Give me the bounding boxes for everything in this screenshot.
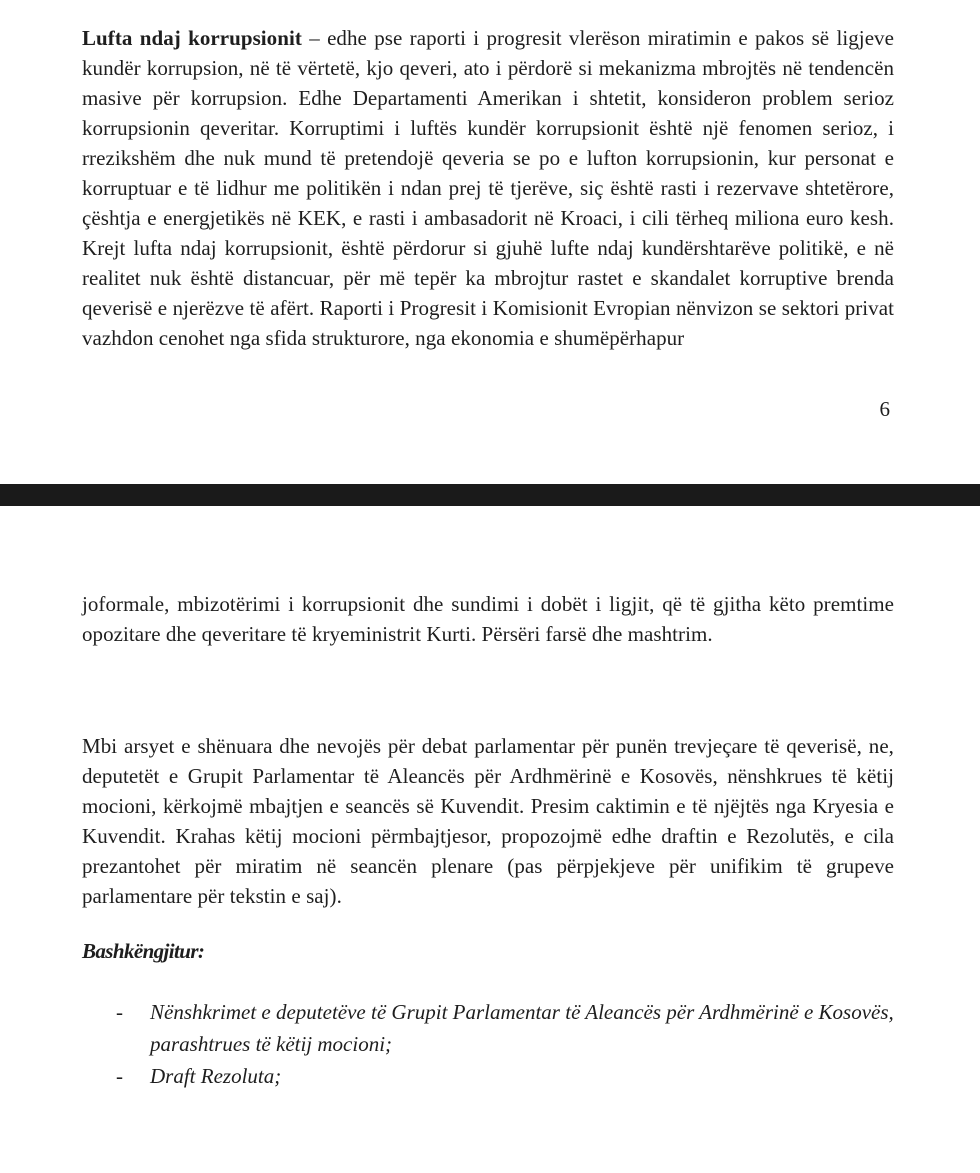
motion-paragraph: Mbi arsyet e shënuara dhe nevojës për debat parlamentar për punën trevjeçare të qeverisë, ne, deputetët e Grupit Parlamentar të Aleancës për Ardhmërinë e Kosovës, nënshkrues të këtij mocioni, kërkojmë mbajtjen e seancës së Kuvendit. Presim caktimin e të njëjtës nga Kryesia e Kuvendit. Krahas këtij mocioni përmbajtjesor, propozojmë edhe draftin e Rezolutës, e cila prezantohet për miratim në seancën plenare (pas përpjekjeve për unifikim të grupeve parlamentare për tekstin e saj). [82, 734, 894, 908]
bullet-dash: - [116, 1064, 123, 1088]
attachments-heading: Bashkëngjitur: [82, 939, 205, 963]
paragraph-body-text: – edhe pse raporti i progresit vlerëson miratimin e pakos së ligjeve kundër korrupsion, në të vërtetë, kjo qeveri, ato i përdorë si mekanizma mbrojtës në tendencën masive për korrupsion. Edhe Departamenti Amerikan i shtetit, konsideron problem serioz korrupsionin qeveritar. Korruptimi i luftës kundër korrupsionit është një fenomen serioz, i rrezikshëm dhe nuk mund të pretendojë qeveria se po e lufton korrupsionin, kur personat e korruptuar e të lidhur me politikën i ndan prej të tjerëve, siç është rasti i rezervave shtetërore, çështja e energjetikës në KEK, e rasti i ambasadorit në Kroaci, i cili tërheq miliona euro kesh. Krejt lufta ndaj korrupsionit, është përdorur si gjuhë lufte ndaj kundërshtarëve politikë, e në realitet nuk është distancuar, për më tepër ka mbrojtur rastet e skandalet korruptive brenda qeverisë e njerëzve të afërt. Raporti i Progresit i Komisionit Evropian nënvizon se sektori privat vazhdon cenohet nga sfida strukturore, nga ekonomia e shumëpërhapur [82, 26, 894, 350]
attachment-item [0, 1060, 896, 1092]
attachment-item-text: Draft Rezoluta; [150, 1064, 282, 1088]
corruption-paragraph [82, 23, 894, 353]
page-separator [0, 484, 980, 506]
page-number: 6 [879, 397, 890, 421]
continuation-paragraph: joformale, mbizotërimi i korrupsionit dhe sundimi i dobët i ligjit, që të gjitha këto premtime opozitare dhe qeveritare të kryeministrit Kurti. Përsëri farsë dhe mashtrim. [82, 592, 894, 646]
attachment-item [0, 996, 896, 1060]
attachment-item-text: Nënshkrimet e deputetëve të Grupit Parlamentar të Aleancës për Ardhmërinë e Kosovës, parashtrues të këtij mocioni; [150, 1000, 894, 1056]
attachments-list [0, 996, 980, 1092]
document-page-bottom [0, 506, 980, 1173]
document-page-top [0, 0, 980, 484]
paragraph-lead-heading: Lufta ndaj korrupsionit [82, 26, 302, 50]
bullet-dash: - [116, 1000, 123, 1024]
